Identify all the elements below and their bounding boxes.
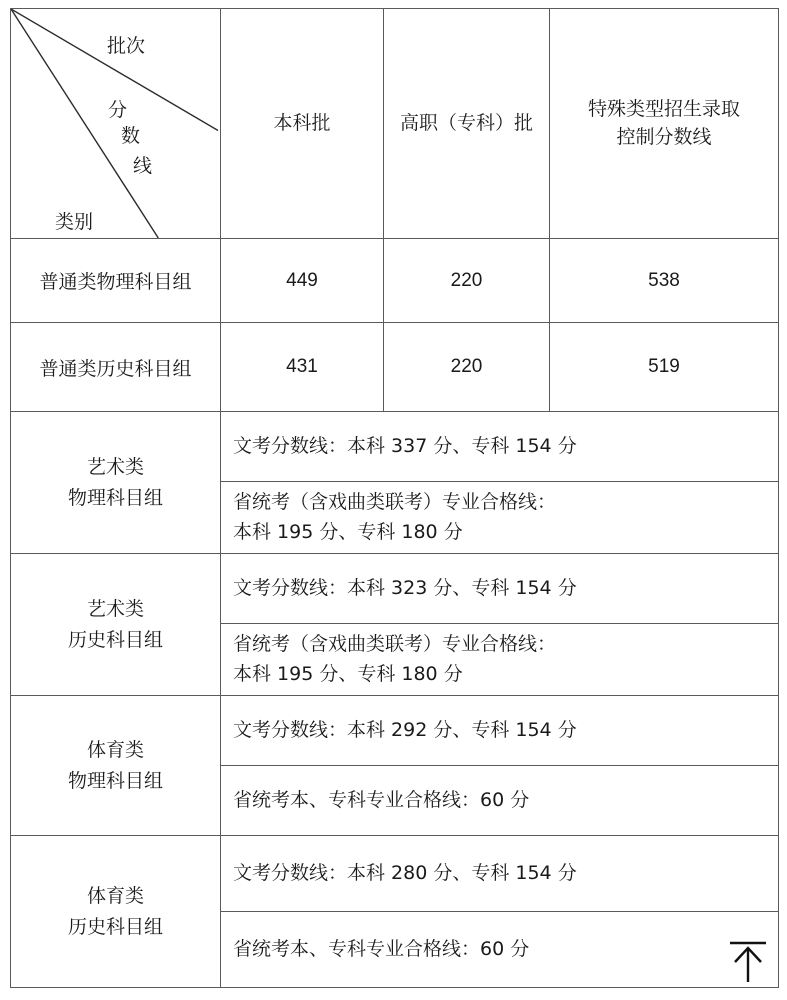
group-label-line2: 物理科目组 [67, 486, 163, 509]
group-label [11, 412, 221, 554]
score-benke: 431 [221, 323, 384, 412]
header-category-label: 类别 [55, 211, 94, 233]
group-detail-line: 文考分数线：本科 337 分、专科 154 分 [221, 412, 779, 482]
admission-score-table [10, 8, 779, 988]
group-detail-line: 省统考（含戏曲类联考）专业合格线： [233, 633, 557, 656]
group-detail-line: 文考分数线：本科 292 分、专科 154 分 [221, 696, 779, 766]
header-score-label-2: 数 [121, 125, 141, 147]
group-row [11, 836, 779, 912]
group-row [11, 696, 779, 766]
group-detail-line: 省统考本、专科专业合格线：60 分 [221, 912, 779, 988]
group-row [11, 412, 779, 482]
group-label [11, 554, 221, 696]
row-label: 普通类物理科目组 [11, 239, 221, 323]
column-header-benke: 本科批 [221, 9, 384, 239]
header-row [11, 9, 779, 239]
score-special: 538 [550, 239, 779, 323]
score-special: 519 [550, 323, 779, 412]
column-header-gaozhi: 高职（专科）批 [384, 9, 550, 239]
column-header-special-line1: 特殊类型招生录取 [587, 97, 740, 120]
table-row [11, 323, 779, 412]
group-detail-line: 本科 195 分、专科 180 分 [233, 662, 463, 685]
arrow-up-to-top-icon[interactable] [728, 940, 768, 984]
group-label-line2: 历史科目组 [67, 628, 163, 651]
group-label-line2: 历史科目组 [67, 915, 163, 938]
table-row [11, 239, 779, 323]
group-label-line1: 体育类 [86, 739, 144, 762]
score-gaozhi: 220 [384, 323, 550, 412]
group-label [11, 836, 221, 988]
group-detail-line: 本科 195 分、专科 180 分 [233, 520, 463, 543]
group-detail-block [221, 624, 779, 696]
group-detail-line: 省统考本、专科专业合格线：60 分 [221, 766, 779, 836]
header-score-label-1: 分 [108, 99, 128, 121]
score-gaozhi: 220 [384, 239, 550, 323]
group-label [11, 696, 221, 836]
column-header-special [550, 9, 779, 239]
group-detail-block [221, 482, 779, 554]
group-label-line1: 体育类 [86, 885, 144, 908]
group-label-line2: 物理科目组 [67, 769, 163, 792]
group-label-line1: 艺术类 [86, 598, 144, 621]
group-detail-line: 文考分数线：本科 280 分、专科 154 分 [221, 836, 779, 912]
header-score-label-3: 线 [133, 155, 153, 177]
column-header-special-line2: 控制分数线 [616, 125, 712, 148]
group-label-line1: 艺术类 [86, 456, 144, 479]
group-detail-line: 省统考（含戏曲类联考）专业合格线： [233, 491, 557, 514]
group-detail-line: 文考分数线：本科 323 分、专科 154 分 [221, 554, 779, 624]
group-row [11, 554, 779, 624]
diagonal-header-cell [11, 9, 221, 239]
row-label: 普通类历史科目组 [11, 323, 221, 412]
score-benke: 449 [221, 239, 384, 323]
header-batch-label: 批次 [107, 35, 146, 57]
